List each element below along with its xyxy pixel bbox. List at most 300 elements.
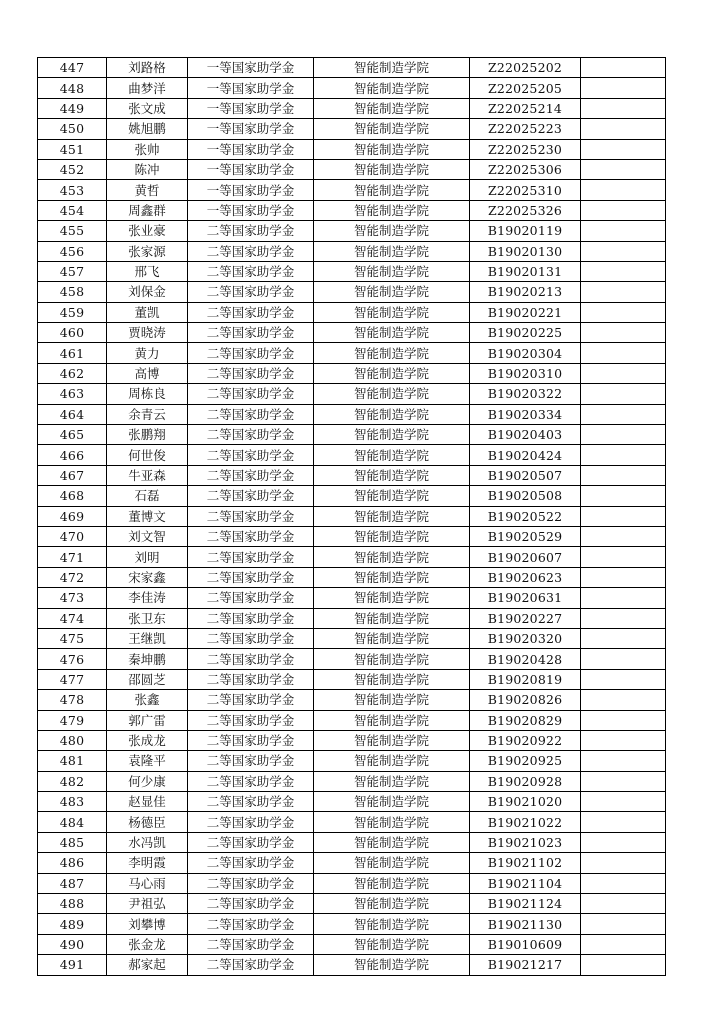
college-cell: 智能制造学院 [314,139,470,159]
table-row [38,873,666,893]
award-type-cell: 二等国家助学金 [188,812,314,832]
serial-number-cell: 481 [38,751,107,771]
student-name-cell: 周栋良 [107,384,188,404]
serial-number-cell: 474 [38,608,107,628]
table-row [38,282,666,302]
remark-cell [581,934,666,954]
table-row [38,894,666,914]
serial-number-cell: 491 [38,955,107,975]
college-cell: 智能制造学院 [314,751,470,771]
college-cell: 智能制造学院 [314,58,470,78]
table-row [38,751,666,771]
serial-number-cell: 466 [38,445,107,465]
college-cell: 智能制造学院 [314,588,470,608]
table-row [38,628,666,648]
college-cell: 智能制造学院 [314,180,470,200]
serial-number-cell: 454 [38,200,107,220]
serial-number-cell: 475 [38,628,107,648]
table-row [38,832,666,852]
table-row [38,506,666,526]
remark-cell [581,323,666,343]
serial-number-cell: 470 [38,526,107,546]
student-name-cell: 张卫东 [107,608,188,628]
table-row [38,200,666,220]
remark-cell [581,690,666,710]
serial-number-cell: 461 [38,343,107,363]
student-name-cell: 张文成 [107,98,188,118]
student-name-cell: 董凯 [107,302,188,322]
serial-number-cell: 488 [38,894,107,914]
award-type-cell: 二等国家助学金 [188,894,314,914]
student-id-cell: B19021130 [470,914,581,934]
award-type-cell: 二等国家助学金 [188,323,314,343]
table-row [38,526,666,546]
college-cell: 智能制造学院 [314,445,470,465]
serial-number-cell: 473 [38,588,107,608]
student-id-cell: B19020322 [470,384,581,404]
roster-body [38,58,666,976]
student-name-cell: 周鑫群 [107,200,188,220]
table-row [38,914,666,934]
remark-cell [581,914,666,934]
remark-cell [581,853,666,873]
award-type-cell: 二等国家助学金 [188,363,314,383]
student-id-cell: B19020131 [470,261,581,281]
college-cell: 智能制造学院 [314,425,470,445]
college-cell: 智能制造学院 [314,282,470,302]
student-id-cell: B19020829 [470,710,581,730]
student-name-cell: 郝家起 [107,955,188,975]
student-name-cell: 张鹏翔 [107,425,188,445]
award-type-cell: 一等国家助学金 [188,200,314,220]
award-type-cell: 二等国家助学金 [188,506,314,526]
student-name-cell: 秦坤鹏 [107,649,188,669]
student-name-cell: 张业豪 [107,221,188,241]
table-row [38,343,666,363]
serial-number-cell: 451 [38,139,107,159]
student-name-cell: 尹祖弘 [107,894,188,914]
serial-number-cell: 449 [38,98,107,118]
student-id-cell: B19021124 [470,894,581,914]
table-row [38,669,666,689]
award-type-cell: 二等国家助学金 [188,588,314,608]
award-type-cell: 二等国家助学金 [188,832,314,852]
college-cell: 智能制造学院 [314,343,470,363]
serial-number-cell: 477 [38,669,107,689]
remark-cell [581,425,666,445]
student-id-cell: B19021104 [470,873,581,893]
student-name-cell: 贾晓涛 [107,323,188,343]
award-type-cell: 二等国家助学金 [188,221,314,241]
remark-cell [581,608,666,628]
award-type-cell: 二等国家助学金 [188,649,314,669]
award-type-cell: 二等国家助学金 [188,384,314,404]
student-name-cell: 杨德臣 [107,812,188,832]
award-type-cell: 二等国家助学金 [188,751,314,771]
student-id-cell: B19020320 [470,628,581,648]
college-cell: 智能制造学院 [314,78,470,98]
student-id-cell: Z22025214 [470,98,581,118]
table-row [38,302,666,322]
serial-number-cell: 463 [38,384,107,404]
award-type-cell: 二等国家助学金 [188,567,314,587]
remark-cell [581,588,666,608]
award-type-cell: 二等国家助学金 [188,771,314,791]
college-cell: 智能制造学院 [314,771,470,791]
remark-cell [581,180,666,200]
serial-number-cell: 464 [38,404,107,424]
remark-cell [581,832,666,852]
student-name-cell: 陈冲 [107,159,188,179]
table-row [38,934,666,954]
remark-cell [581,792,666,812]
student-id-cell: B19020819 [470,669,581,689]
remark-cell [581,119,666,139]
student-id-cell: B19021020 [470,792,581,812]
serial-number-cell: 467 [38,465,107,485]
award-type-cell: 二等国家助学金 [188,669,314,689]
college-cell: 智能制造学院 [314,853,470,873]
remark-cell [581,159,666,179]
serial-number-cell: 453 [38,180,107,200]
student-name-cell: 张家源 [107,241,188,261]
college-cell: 智能制造学院 [314,384,470,404]
table-row [38,323,666,343]
student-id-cell: B19020428 [470,649,581,669]
student-name-cell: 张鑫 [107,690,188,710]
award-type-cell: 二等国家助学金 [188,710,314,730]
remark-cell [581,78,666,98]
serial-number-cell: 486 [38,853,107,873]
serial-number-cell: 457 [38,261,107,281]
award-type-cell: 二等国家助学金 [188,792,314,812]
serial-number-cell: 482 [38,771,107,791]
college-cell: 智能制造学院 [314,832,470,852]
serial-number-cell: 472 [38,567,107,587]
college-cell: 智能制造学院 [314,873,470,893]
award-type-cell: 二等国家助学金 [188,955,314,975]
table-row [38,649,666,669]
remark-cell [581,200,666,220]
college-cell: 智能制造学院 [314,302,470,322]
serial-number-cell: 484 [38,812,107,832]
student-id-cell: Z22025230 [470,139,581,159]
student-id-cell: B19020225 [470,323,581,343]
college-cell: 智能制造学院 [314,812,470,832]
student-name-cell: 郭广雷 [107,710,188,730]
student-id-cell: B19021023 [470,832,581,852]
table-row [38,608,666,628]
serial-number-cell: 465 [38,425,107,445]
remark-cell [581,363,666,383]
college-cell: 智能制造学院 [314,159,470,179]
table-row [38,98,666,118]
student-name-cell: 袁隆平 [107,751,188,771]
award-type-cell: 二等国家助学金 [188,873,314,893]
remark-cell [581,343,666,363]
table-row [38,384,666,404]
remark-cell [581,98,666,118]
student-name-cell: 赵显佳 [107,792,188,812]
award-type-cell: 二等国家助学金 [188,302,314,322]
table-row [38,690,666,710]
college-cell: 智能制造学院 [314,404,470,424]
table-row [38,710,666,730]
serial-number-cell: 471 [38,547,107,567]
award-type-cell: 二等国家助学金 [188,914,314,934]
student-name-cell: 姚旭鹏 [107,119,188,139]
college-cell: 智能制造学院 [314,323,470,343]
table-row [38,730,666,750]
student-name-cell: 石磊 [107,486,188,506]
student-id-cell: B19020607 [470,547,581,567]
college-cell: 智能制造学院 [314,547,470,567]
table-row [38,78,666,98]
award-type-cell: 二等国家助学金 [188,343,314,363]
award-type-cell: 一等国家助学金 [188,58,314,78]
serial-number-cell: 452 [38,159,107,179]
table-row [38,445,666,465]
student-id-cell: B19020334 [470,404,581,424]
student-id-cell: B19020403 [470,425,581,445]
award-type-cell: 一等国家助学金 [188,180,314,200]
remark-cell [581,282,666,302]
college-cell: 智能制造学院 [314,98,470,118]
student-id-cell: Z22025326 [470,200,581,220]
award-type-cell: 二等国家助学金 [188,404,314,424]
table-row [38,465,666,485]
student-id-cell: B19020508 [470,486,581,506]
student-name-cell: 王继凯 [107,628,188,648]
college-cell: 智能制造学院 [314,465,470,485]
student-id-cell: B19020507 [470,465,581,485]
serial-number-cell: 480 [38,730,107,750]
award-type-cell: 二等国家助学金 [188,282,314,302]
serial-number-cell: 462 [38,363,107,383]
serial-number-cell: 483 [38,792,107,812]
table-row [38,812,666,832]
table-row [38,58,666,78]
table-row [38,404,666,424]
remark-cell [581,873,666,893]
student-id-cell: B19020925 [470,751,581,771]
college-cell: 智能制造学院 [314,506,470,526]
student-id-cell: B19020130 [470,241,581,261]
college-cell: 智能制造学院 [314,955,470,975]
remark-cell [581,730,666,750]
student-id-cell: Z22025202 [470,58,581,78]
student-id-cell: B19020213 [470,282,581,302]
college-cell: 智能制造学院 [314,914,470,934]
remark-cell [581,261,666,281]
student-id-cell: B19021102 [470,853,581,873]
college-cell: 智能制造学院 [314,894,470,914]
remark-cell [581,812,666,832]
student-id-cell: B19020310 [470,363,581,383]
serial-number-cell: 489 [38,914,107,934]
student-name-cell: 牛亚森 [107,465,188,485]
student-name-cell: 何世俊 [107,445,188,465]
remark-cell [581,302,666,322]
award-type-cell: 二等国家助学金 [188,628,314,648]
serial-number-cell: 450 [38,119,107,139]
student-name-cell: 何少康 [107,771,188,791]
serial-number-cell: 468 [38,486,107,506]
serial-number-cell: 456 [38,241,107,261]
award-type-cell: 二等国家助学金 [188,853,314,873]
award-type-cell: 一等国家助学金 [188,78,314,98]
student-id-cell: Z22025310 [470,180,581,200]
remark-cell [581,486,666,506]
serial-number-cell: 459 [38,302,107,322]
serial-number-cell: 485 [38,832,107,852]
student-id-cell: B19020529 [470,526,581,546]
college-cell: 智能制造学院 [314,934,470,954]
student-name-cell: 刘攀博 [107,914,188,934]
remark-cell [581,628,666,648]
student-name-cell: 张金龙 [107,934,188,954]
college-cell: 智能制造学院 [314,119,470,139]
serial-number-cell: 448 [38,78,107,98]
college-cell: 智能制造学院 [314,730,470,750]
table-row [38,363,666,383]
college-cell: 智能制造学院 [314,363,470,383]
award-roster-table [37,57,666,976]
college-cell: 智能制造学院 [314,221,470,241]
award-type-cell: 二等国家助学金 [188,526,314,546]
student-id-cell: B19020826 [470,690,581,710]
serial-number-cell: 476 [38,649,107,669]
award-type-cell: 二等国家助学金 [188,425,314,445]
student-name-cell: 张帅 [107,139,188,159]
table-row [38,159,666,179]
student-name-cell: 邵圆芝 [107,669,188,689]
college-cell: 智能制造学院 [314,261,470,281]
college-cell: 智能制造学院 [314,241,470,261]
college-cell: 智能制造学院 [314,628,470,648]
remark-cell [581,241,666,261]
serial-number-cell: 479 [38,710,107,730]
college-cell: 智能制造学院 [314,526,470,546]
student-id-cell: B19021217 [470,955,581,975]
remark-cell [581,649,666,669]
student-id-cell: Z22025306 [470,159,581,179]
remark-cell [581,445,666,465]
remark-cell [581,221,666,241]
table-row [38,567,666,587]
table-row [38,261,666,281]
serial-number-cell: 478 [38,690,107,710]
serial-number-cell: 460 [38,323,107,343]
table-row [38,241,666,261]
award-type-cell: 一等国家助学金 [188,139,314,159]
award-type-cell: 二等国家助学金 [188,241,314,261]
student-name-cell: 高博 [107,363,188,383]
student-name-cell: 刘明 [107,547,188,567]
award-type-cell: 二等国家助学金 [188,547,314,567]
student-name-cell: 水冯凯 [107,832,188,852]
student-id-cell: B19020522 [470,506,581,526]
serial-number-cell: 469 [38,506,107,526]
college-cell: 智能制造学院 [314,649,470,669]
student-id-cell: B19010609 [470,934,581,954]
student-id-cell: B19020631 [470,588,581,608]
award-type-cell: 一等国家助学金 [188,159,314,179]
student-id-cell: B19020922 [470,730,581,750]
award-type-cell: 二等国家助学金 [188,261,314,281]
table-row [38,486,666,506]
student-name-cell: 宋家鑫 [107,567,188,587]
serial-number-cell: 490 [38,934,107,954]
student-id-cell: B19020928 [470,771,581,791]
table-row [38,119,666,139]
college-cell: 智能制造学院 [314,486,470,506]
table-row [38,792,666,812]
award-type-cell: 二等国家助学金 [188,690,314,710]
serial-number-cell: 458 [38,282,107,302]
student-name-cell: 余青云 [107,404,188,424]
student-id-cell: B19020424 [470,445,581,465]
remark-cell [581,955,666,975]
student-id-cell: B19020304 [470,343,581,363]
table-row [38,771,666,791]
student-id-cell: B19021022 [470,812,581,832]
remark-cell [581,567,666,587]
college-cell: 智能制造学院 [314,200,470,220]
award-type-cell: 二等国家助学金 [188,486,314,506]
student-name-cell: 董博文 [107,506,188,526]
award-type-cell: 一等国家助学金 [188,98,314,118]
student-name-cell: 邢飞 [107,261,188,281]
student-id-cell: B19020623 [470,567,581,587]
college-cell: 智能制造学院 [314,567,470,587]
college-cell: 智能制造学院 [314,792,470,812]
student-id-cell: B19020119 [470,221,581,241]
student-id-cell: Z22025223 [470,119,581,139]
remark-cell [581,751,666,771]
award-type-cell: 二等国家助学金 [188,465,314,485]
student-id-cell: B19020221 [470,302,581,322]
student-name-cell: 马心雨 [107,873,188,893]
college-cell: 智能制造学院 [314,690,470,710]
award-type-cell: 二等国家助学金 [188,934,314,954]
table-row [38,588,666,608]
table-row [38,547,666,567]
college-cell: 智能制造学院 [314,710,470,730]
student-name-cell: 刘保金 [107,282,188,302]
award-type-cell: 二等国家助学金 [188,608,314,628]
remark-cell [581,506,666,526]
student-id-cell: B19020227 [470,608,581,628]
college-cell: 智能制造学院 [314,608,470,628]
remark-cell [581,771,666,791]
award-type-cell: 二等国家助学金 [188,445,314,465]
table-row [38,425,666,445]
table-row [38,180,666,200]
serial-number-cell: 447 [38,58,107,78]
remark-cell [581,384,666,404]
award-type-cell: 二等国家助学金 [188,730,314,750]
student-name-cell: 李佳涛 [107,588,188,608]
remark-cell [581,894,666,914]
student-id-cell: Z22025205 [470,78,581,98]
remark-cell [581,139,666,159]
student-name-cell: 李明霞 [107,853,188,873]
student-name-cell: 黄力 [107,343,188,363]
remark-cell [581,710,666,730]
remark-cell [581,404,666,424]
remark-cell [581,465,666,485]
